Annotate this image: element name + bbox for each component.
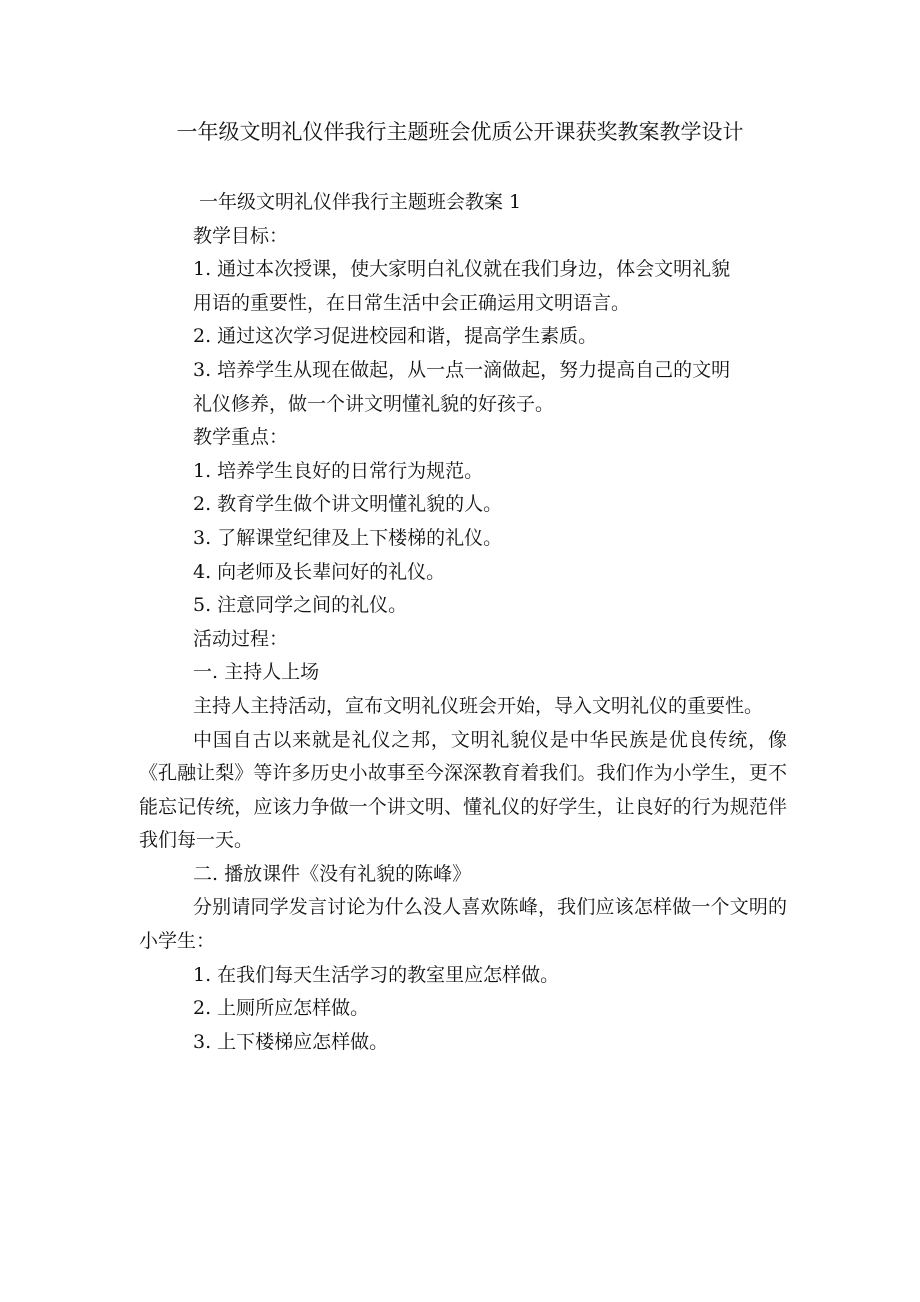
tradition-paragraph: 中国自古以来就是礼仪之邦，文明礼貌仪是中华民族是优良传统，像《孔融让梨》等许多历史小故事至今深深教育着我们。我们作为小学生，更不能忘记传统，应该力争做一个讲文明、懂礼仪的好学生，让良好的行为规范伴我们每一天。 (139, 728, 787, 852)
key-point-item-3: 3. 了解课堂纪律及上下楼梯的礼仪。 (193, 526, 503, 549)
lesson-plan-subtitle: 一年级文明礼仪伴我行主题班会教案 1 (199, 191, 522, 213)
discussion-item-1: 1. 在我们每天生活学习的教室里应怎样做。 (193, 963, 560, 986)
objective-item-3-continued: 礼仪修养，做一个讲文明懂礼貌的好孩子。 (193, 392, 555, 415)
discussion-item-3: 3. 上下楼梯应怎样做。 (193, 1030, 389, 1053)
discussion-item-2: 2. 上厕所应怎样做。 (193, 997, 370, 1020)
document-title: 一年级文明礼仪伴我行主题班会优质公开课获奖教案教学设计 (176, 120, 744, 144)
section-heading-activity-process: 活动过程： (193, 627, 289, 650)
key-point-item-1: 1. 培养学生良好的日常行为规范。 (193, 459, 484, 482)
key-point-item-4: 4. 向老师及长辈问好的礼仪。 (193, 560, 446, 583)
activity-step-1-heading: 一. 主持人上场 (193, 661, 320, 684)
activity-step-1-paragraph: 主持人主持活动，宣布文明礼仪班会开始，导入文明礼仪的重要性。 (193, 694, 764, 717)
document-body (139, 186, 787, 1059)
key-point-item-2: 2. 教育学生做个讲文明懂礼貌的人。 (193, 493, 503, 516)
section-heading-objectives: 教学目标： (193, 224, 289, 247)
objective-item-1-continued: 用语的重要性，在日常生活中会正确运用文明语言。 (193, 291, 631, 314)
key-point-item-5: 5. 注意同学之间的礼仪。 (193, 594, 408, 617)
activity-step-2-heading: 二. 播放课件《没有礼貌的陈峰》 (193, 862, 472, 885)
objective-item-3: 3. 培养学生从现在做起，从一点一滴做起，努力提高自己的文明 (193, 358, 731, 381)
discussion-paragraph: 分别请同学发言讨论为什么没人喜欢陈峰，我们应该怎样做一个文明的小学生： (139, 896, 787, 953)
objective-item-2: 2. 通过这次学习促进校园和谐，提高学生素质。 (193, 325, 598, 348)
objective-item-1: 1. 通过本次授课，使大家明白礼仪就在我们身边，体会文明礼貌 (193, 258, 731, 281)
section-heading-key-points: 教学重点： (193, 426, 289, 449)
